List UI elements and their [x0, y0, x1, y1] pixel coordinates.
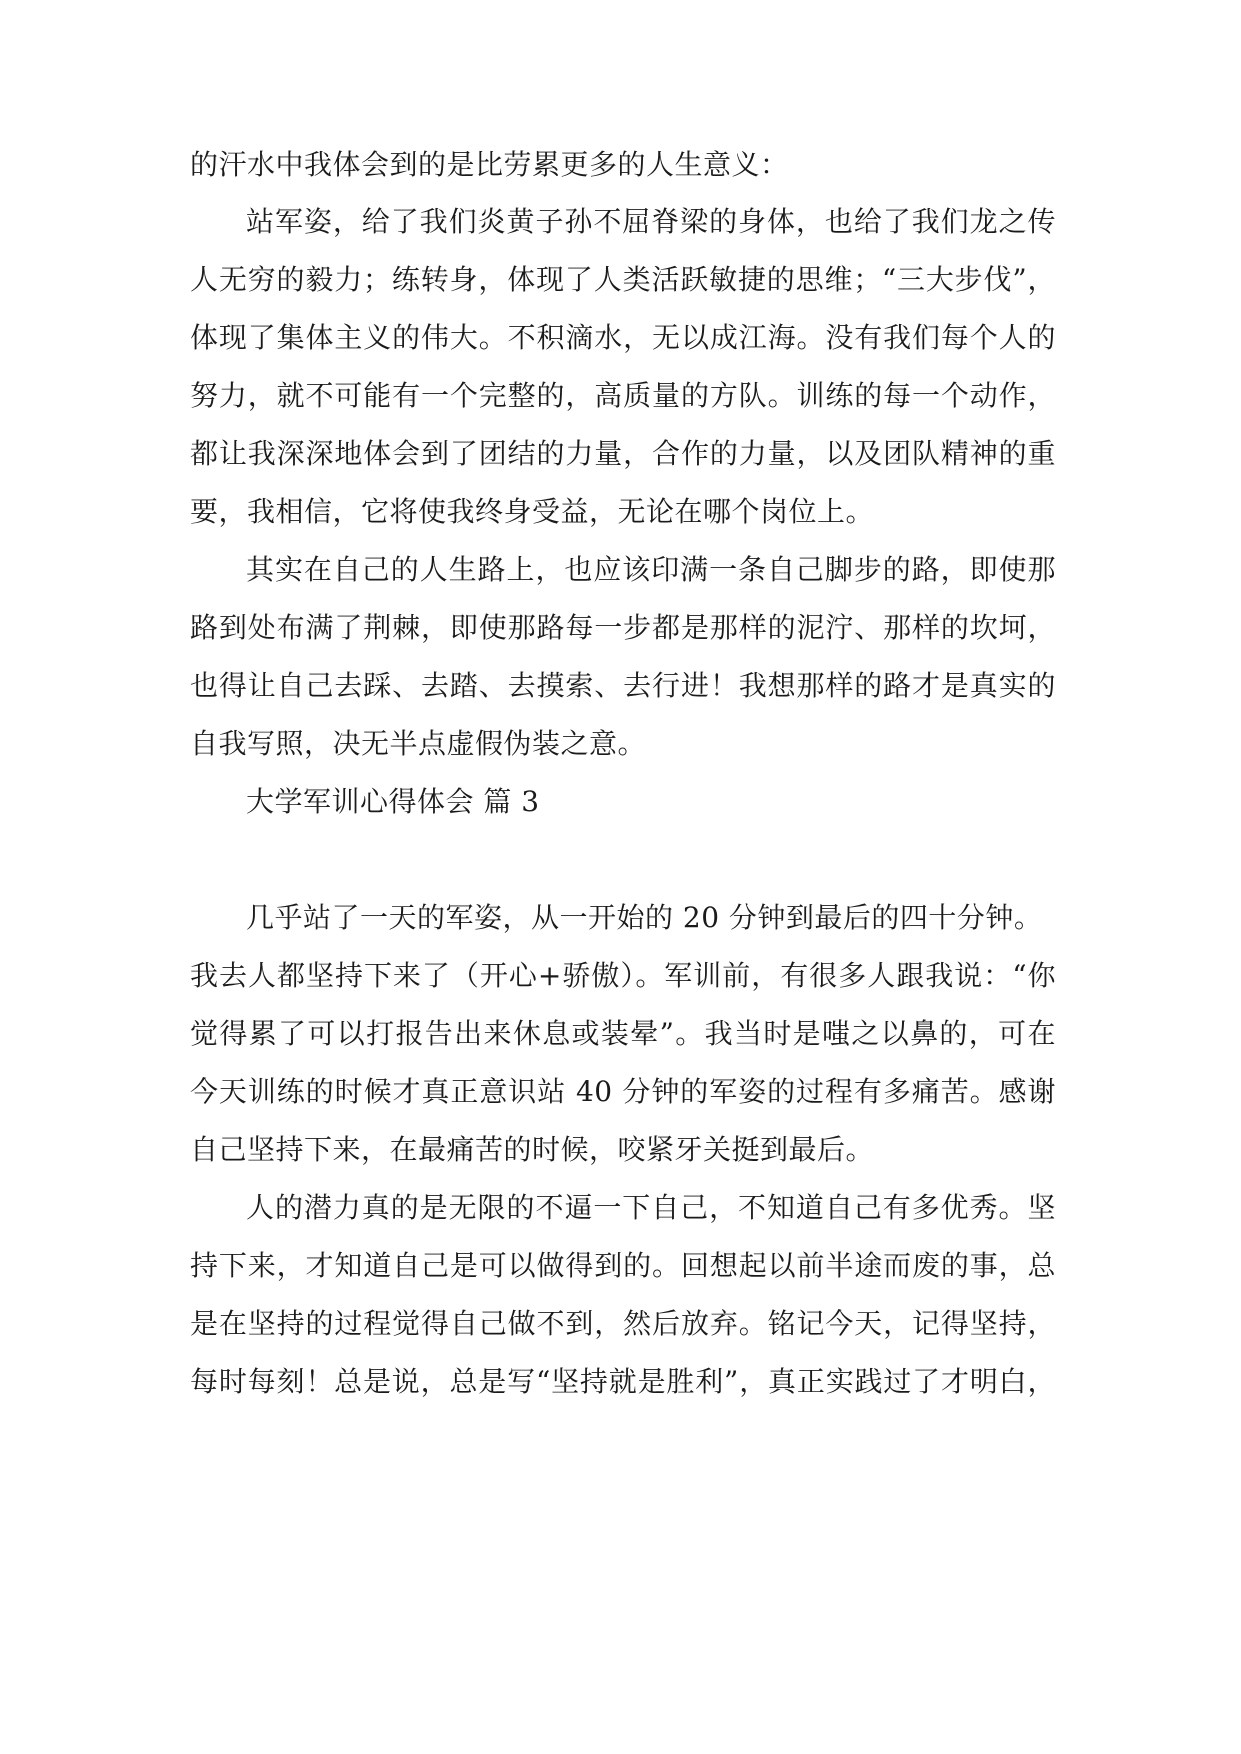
text-line: 都让我深深地体会到了团结的力量，合作的力量，以及团队精神的重 [190, 437, 1056, 470]
text-line: 持下来，才知道自己是可以做得到的。回想起以前半途而废的事，总 [190, 1249, 1056, 1282]
text-line: 我去人都坚持下来了（开心+骄傲）。军训前，有很多人跟我说：“你 [190, 959, 1056, 992]
text-line: 自己坚持下来，在最痛苦的时候，咬紧牙关挺到最后。 [190, 1133, 875, 1166]
text-line: 人无穷的毅力；练转身，体现了人类活跃敏捷的思维；“三大步伐”， [190, 263, 1056, 296]
text-line: 体现了集体主义的伟大。不积滴水，无以成江海。没有我们每个人的 [190, 321, 1056, 354]
text-line: 路到处布满了荆棘，即使那路每一步都是那样的泥泞、那样的坎坷， [190, 611, 1056, 644]
text-line: 觉得累了可以打报告出来休息或装晕”。我当时是嗤之以鼻的，可在 [190, 1017, 1056, 1050]
text-line: 每时每刻！总是说，总是写“坚持就是胜利”，真正实践过了才明白， [190, 1365, 1056, 1398]
text-line: 努力，就不可能有一个完整的，高质量的方队。训练的每一个动作， [190, 379, 1056, 412]
text-line: 站军姿，给了我们炎黄子孙不屈脊梁的身体，也给了我们龙之传 [246, 205, 1056, 238]
text-line: 人的潜力真的是无限的不逼一下自己，不知道自己有多优秀。坚 [246, 1191, 1056, 1224]
text-line: 今天训练的时候才真正意识站 40 分钟的军姿的过程有多痛苦。感谢 [190, 1075, 1056, 1108]
text-line: 其实在自己的人生路上，也应该印满一条自己脚步的路，即使那 [246, 553, 1056, 586]
text-line: 的汗水中我体会到的是比劳累更多的人生意义： [190, 148, 789, 181]
section-heading: 大学军训心得体会 篇 3 [246, 785, 540, 818]
text-line: 要，我相信，它将使我终身受益，无论在哪个岗位上。 [190, 495, 875, 528]
text-line: 自我写照，决无半点虚假伪装之意。 [190, 727, 647, 760]
text-line: 几乎站了一天的军姿，从一开始的 20 分钟到最后的四十分钟。 [246, 901, 1043, 934]
text-line: 也得让自己去踩、去踏、去摸索、去行进！我想那样的路才是真实的 [190, 669, 1056, 702]
text-line: 是在坚持的过程觉得自己做不到，然后放弃。铭记今天，记得坚持， [190, 1307, 1056, 1340]
